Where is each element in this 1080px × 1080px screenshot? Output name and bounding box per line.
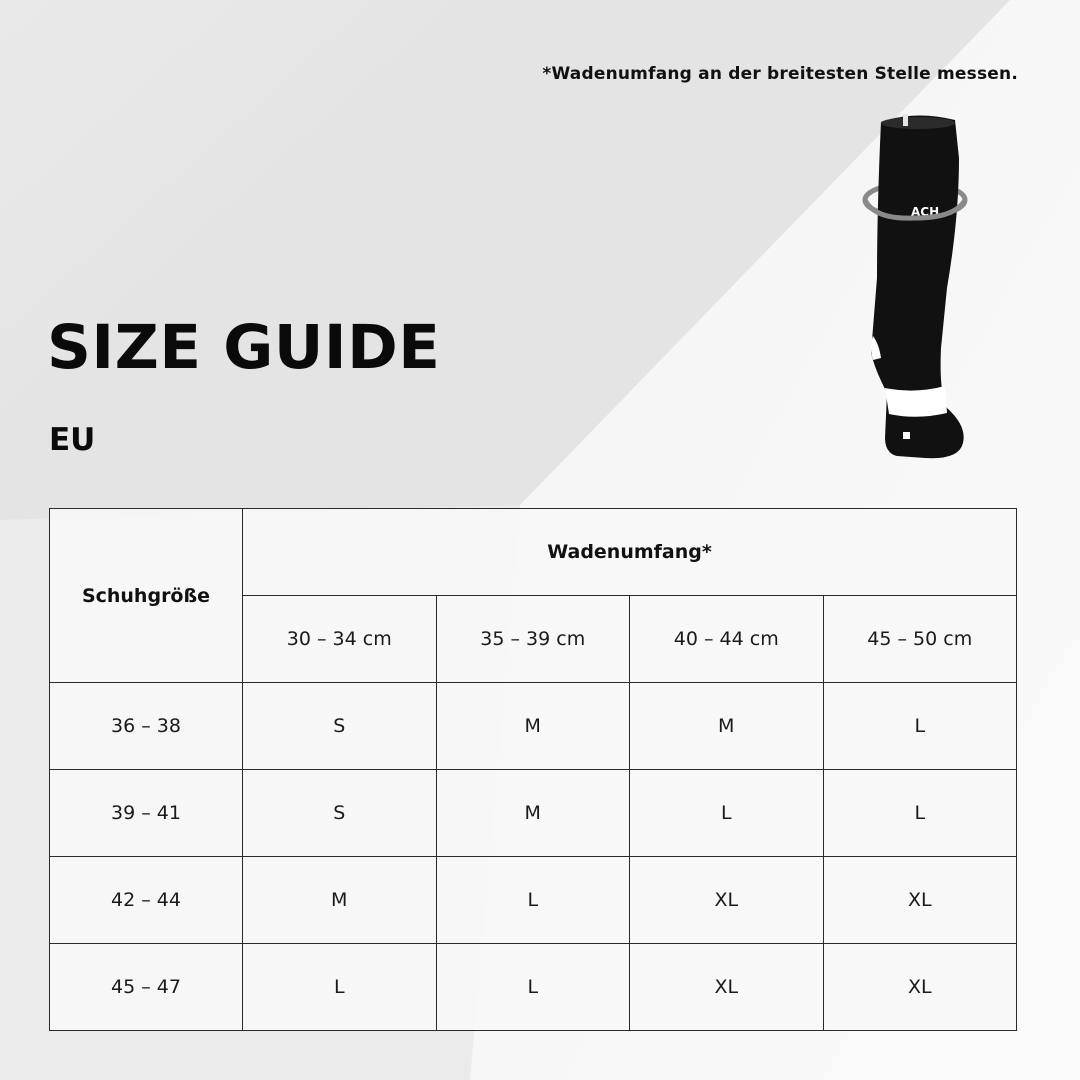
- size-cell: S: [243, 770, 437, 857]
- size-cell: L: [243, 944, 437, 1031]
- size-table: [49, 508, 1017, 1031]
- size-cell: XL: [823, 857, 1017, 944]
- size-cell: M: [630, 683, 824, 770]
- table-row: [50, 683, 1017, 770]
- size-cell: L: [436, 944, 630, 1031]
- shoe-size-cell: 36 – 38: [50, 683, 243, 770]
- shoe-size-cell: 42 – 44: [50, 857, 243, 944]
- measurement-note: *Wadenumfang an der breitesten Stelle messen.: [542, 64, 1018, 84]
- size-cell: L: [823, 683, 1017, 770]
- size-cell: XL: [630, 857, 824, 944]
- region-label: EU: [49, 422, 96, 458]
- sock-illustration: [855, 108, 985, 468]
- page-title: SIZE GUIDE: [47, 312, 441, 383]
- calf-range-cell: 40 – 44 cm: [630, 596, 824, 683]
- shoe-size-header: Schuhgröße: [50, 509, 243, 683]
- size-cell: S: [243, 683, 437, 770]
- calf-range-cell: 45 – 50 cm: [823, 596, 1017, 683]
- table-row: [50, 944, 1017, 1031]
- size-cell: XL: [823, 944, 1017, 1031]
- calf-circumference-header: Wadenumfang*: [243, 509, 1017, 596]
- size-cell: M: [436, 683, 630, 770]
- size-cell: L: [436, 857, 630, 944]
- shoe-size-cell: 45 – 47: [50, 944, 243, 1031]
- size-cell: M: [436, 770, 630, 857]
- table-header-row: [50, 509, 1017, 596]
- table-row: [50, 857, 1017, 944]
- size-cell: M: [243, 857, 437, 944]
- size-cell: L: [630, 770, 824, 857]
- table-row: [50, 770, 1017, 857]
- size-cell: XL: [630, 944, 824, 1031]
- size-cell: L: [823, 770, 1017, 857]
- calf-range-cell: 30 – 34 cm: [243, 596, 437, 683]
- sock-logo-text: ACH: [911, 205, 940, 219]
- shoe-size-cell: 39 – 41: [50, 770, 243, 857]
- calf-range-cell: 35 – 39 cm: [436, 596, 630, 683]
